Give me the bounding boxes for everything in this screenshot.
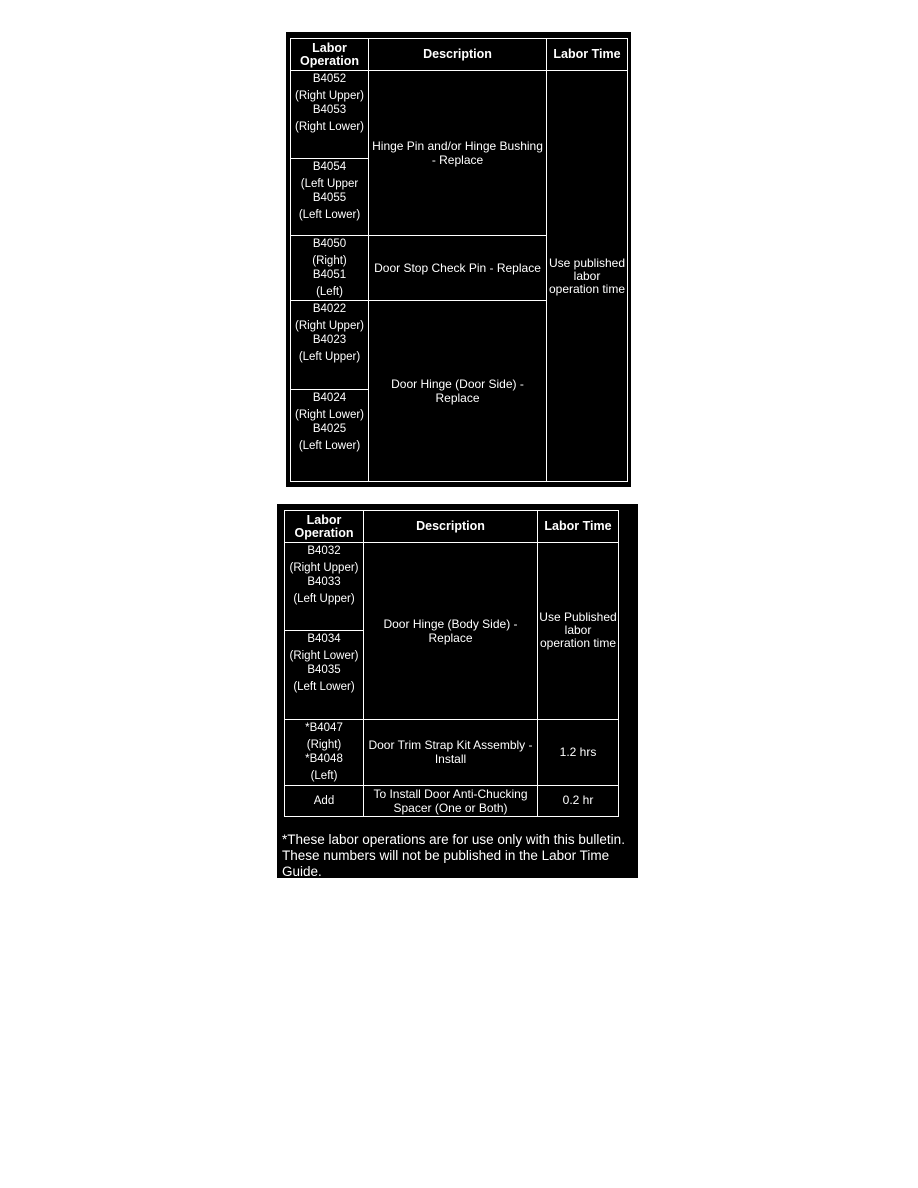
labor-op-cell [285, 719, 364, 785]
op-location: (Left) [310, 769, 338, 782]
labor-op-cell [291, 390, 369, 482]
op-code: B4022 [312, 303, 347, 315]
header-labor-time: Labor Time [547, 39, 628, 71]
op-code: B4032 [307, 545, 341, 558]
labor-op-cell [291, 71, 369, 159]
op-code: B4025 [312, 423, 347, 435]
op-code: B4050 [312, 238, 347, 250]
labor-table-panel-2 [277, 504, 638, 878]
op-location: (Right Lower) [289, 650, 359, 663]
labor-op-cell [285, 631, 364, 719]
header-labor-operation: Labor Operation [285, 511, 364, 543]
op-location: (Left Upper [300, 178, 359, 190]
op-code: B4055 [312, 192, 347, 204]
labor-time-cell: 1.2 hrs [538, 719, 619, 785]
header-description: Description [369, 39, 547, 71]
op-code: *B4048 [305, 752, 343, 765]
op-location: (Left Upper) [298, 351, 361, 363]
op-code: B4051 [312, 269, 347, 281]
op-code: B4034 [307, 633, 341, 646]
description-cell: Door Hinge (Body Side) - Replace [364, 543, 538, 720]
description-cell: Hinge Pin and/or Hinge Bushing - Replace [369, 71, 547, 236]
description-cell: Door Hinge (Door Side) - Replace [369, 301, 547, 482]
op-code: B4033 [307, 576, 341, 589]
op-location: (Left) [316, 286, 343, 298]
footnote: *These labor operations are for use only with this bulletin. These numbers will not be published in the Labor Time Guide. [282, 832, 625, 879]
op-location: (Right) [306, 738, 342, 751]
description-cell: Door Stop Check Pin - Replace [369, 236, 547, 301]
header-description: Description [364, 511, 538, 543]
op-location: (Right Upper) [294, 90, 365, 102]
op-location: (Right) [312, 255, 347, 267]
labor-time-cell: Use Published labor operation time [538, 543, 619, 720]
op-location: (Right Lower) [294, 409, 365, 421]
labor-table-2 [284, 510, 619, 817]
labor-op-cell [285, 543, 364, 631]
op-location: (Right Lower) [294, 121, 365, 133]
header-labor-time: Labor Time [538, 511, 619, 543]
labor-time-cell: Use published labor operation time [547, 71, 628, 482]
op-code: B4052 [312, 73, 347, 85]
description-cell: Door Trim Strap Kit Assembly - Install [364, 719, 538, 785]
description-cell: To Install Door Anti-Chucking Spacer (One or Both) [364, 785, 538, 816]
op-code: *B4047 [305, 721, 343, 734]
op-code: B4053 [312, 104, 347, 116]
op-code: B4035 [307, 664, 341, 677]
header-labor-operation: Labor Operation [291, 39, 369, 71]
labor-op-cell [291, 236, 369, 301]
labor-op-cell: Add [285, 785, 364, 816]
op-code: B4054 [312, 161, 347, 173]
op-code: B4023 [312, 334, 347, 346]
op-location: (Right Upper) [289, 562, 359, 575]
op-location: (Left Lower) [298, 209, 361, 221]
labor-table-panel-1 [286, 32, 631, 487]
labor-table-1 [290, 38, 628, 482]
op-location: (Left Lower) [293, 681, 355, 694]
op-location: (Left Lower) [298, 440, 361, 452]
labor-op-cell [291, 301, 369, 390]
op-code: B4024 [312, 392, 347, 404]
labor-time-cell: 0.2 hr [538, 785, 619, 816]
op-location: (Left Upper) [293, 593, 355, 606]
labor-op-cell [291, 159, 369, 236]
op-location: (Right Upper) [294, 320, 365, 332]
